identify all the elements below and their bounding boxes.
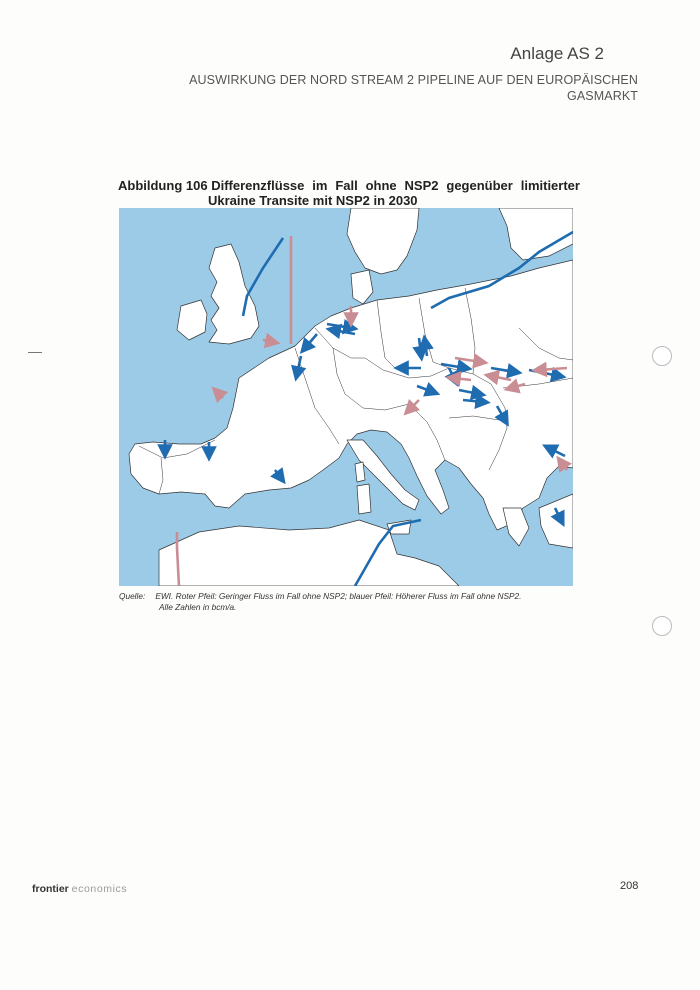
turkey-landmass <box>539 494 573 548</box>
finland-landmass <box>499 208 573 260</box>
flow-arrow <box>217 392 223 398</box>
punch-hole-mark <box>652 346 672 366</box>
caption-word: NSP2 <box>404 178 439 193</box>
pipeline-morocco-spain <box>177 532 179 586</box>
source-line-2: Alle Zahlen in bcm/a. <box>159 602 237 612</box>
denmark-landmass <box>351 270 373 304</box>
figure-number: Abbildung 106 Differenzflüsse <box>118 178 305 193</box>
annex-label: Anlage AS 2 <box>510 44 604 63</box>
source-text: EWI. Roter Pfeil: Geringer Fluss im Fall ohne NSP2; blauer Pfeil: Höherer Fluss im Fall ohne NSP2. <box>155 591 522 601</box>
figure-caption <box>118 178 580 208</box>
document-title-line-1: AUSWIRKUNG DER NORD STREAM 2 PIPELINE AUF DEN EUROPÄISCHEN <box>189 73 638 87</box>
figure-caption-line-2: Ukraine Transite mit NSP2 in 2030 <box>208 193 418 208</box>
caption-word: ohne <box>365 178 397 193</box>
gas-flow-map <box>119 208 573 586</box>
scandinavia-landmass <box>347 208 419 274</box>
figure-source <box>119 591 589 613</box>
sardinia-island <box>357 484 371 514</box>
corsica-island <box>355 462 365 482</box>
footer-brand: frontier economics <box>32 883 128 895</box>
source-label: Quelle: <box>119 591 146 601</box>
margin-mark <box>28 352 42 353</box>
figure-caption-line-1 <box>118 178 580 193</box>
caption-word: im <box>312 178 328 193</box>
source-line-1 <box>119 591 589 602</box>
map-svg <box>119 208 573 586</box>
flow-arrow <box>263 340 273 342</box>
caption-word: limitierter <box>520 178 580 193</box>
great-britain-landmass <box>209 244 259 344</box>
punch-hole-mark <box>652 616 672 636</box>
document-title-line-2: GASMARKT <box>567 89 638 103</box>
caption-word: gegenüber <box>446 178 513 193</box>
document-title <box>168 72 638 104</box>
north-africa-landmass <box>159 520 459 586</box>
caption-word: Fall <box>335 178 358 193</box>
continental-europe-landmass <box>129 260 573 530</box>
ireland-landmass <box>177 300 207 340</box>
greece-landmass <box>503 508 529 546</box>
page-number: 208 <box>620 880 639 892</box>
